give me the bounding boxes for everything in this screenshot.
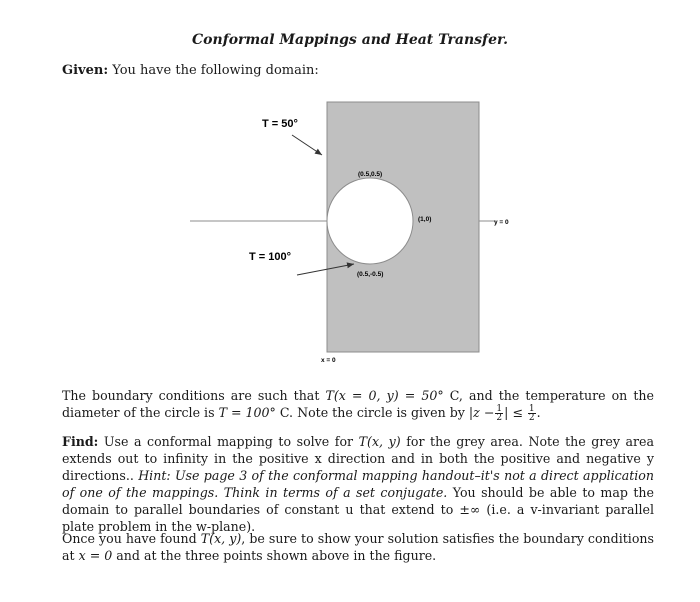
arrow-t50 [292,135,322,155]
p3-m1: T(x, y) [200,531,242,546]
find-paragraph [62,433,654,535]
hint-text: Hint: Use page 3 of the conformal mapping handout–it's not a direct application of one of the mappings. Think in terms of a set conjugate. [62,468,654,500]
label-t50: T = 50° [262,118,298,130]
p1-s4: . [536,405,541,420]
p2-s2: for the grey area. Note the grey area extends out to infinity in the positive x direction and in both the positive and negative y directions.. [62,434,654,483]
p3-m2: x = 0 [78,548,113,563]
label-t100: T = 100° [249,251,292,263]
circle-hole [327,178,413,264]
label-x0: x = 0 [321,357,336,364]
p1-m1: T(x = 0, y) = 50° [325,388,444,403]
p1-m3b: | ≤ [504,405,523,420]
p3-s1: Once you have found [62,531,197,546]
p2-s3: You should be able to map the domain to parallel boundaries of constant u that extend to ±∞ (i.e. a v-invariant parallel plate problem in the w-plane). [62,485,654,534]
label-bottom-point: (0.5,-0.5) [357,271,384,278]
given-text: You have the following domain: [112,63,319,78]
p2-m1: T(x, y) [358,434,401,449]
label-right-point: (1,0) [418,216,432,223]
p1-m2: T = 100° [218,405,276,420]
p1-s1: The boundary conditions are such that [62,388,320,403]
find-label: Find: [62,434,99,449]
p1-m3a: |z − [468,405,495,420]
p3-s2: , be sure to show your solution satisfies the boundary conditions at [62,531,654,563]
fraction-half-1: $\frac{1}{2}$ [496,404,503,423]
boundary-conditions-paragraph [62,387,654,422]
solution-check-paragraph [62,530,654,564]
p3-s3: and at the three points shown above in the figure. [116,548,437,563]
given-label: Given: [62,63,109,78]
fraction-half-2: $\frac{1}{2}$ [528,404,535,423]
p2-s1: Use a conformal mapping to solve for [103,434,354,449]
domain-figure [0,90,700,380]
page-title: Conformal Mappings and Heat Transfer. [192,32,508,48]
label-y0: y = 0 [494,219,509,226]
given-line [62,63,319,78]
label-top-point: (0.5,0.5) [358,171,383,178]
p1-s2: C, and the temperature on the diameter of the circle is [62,388,654,420]
p1-s3: C. Note the circle is given by [279,405,465,420]
